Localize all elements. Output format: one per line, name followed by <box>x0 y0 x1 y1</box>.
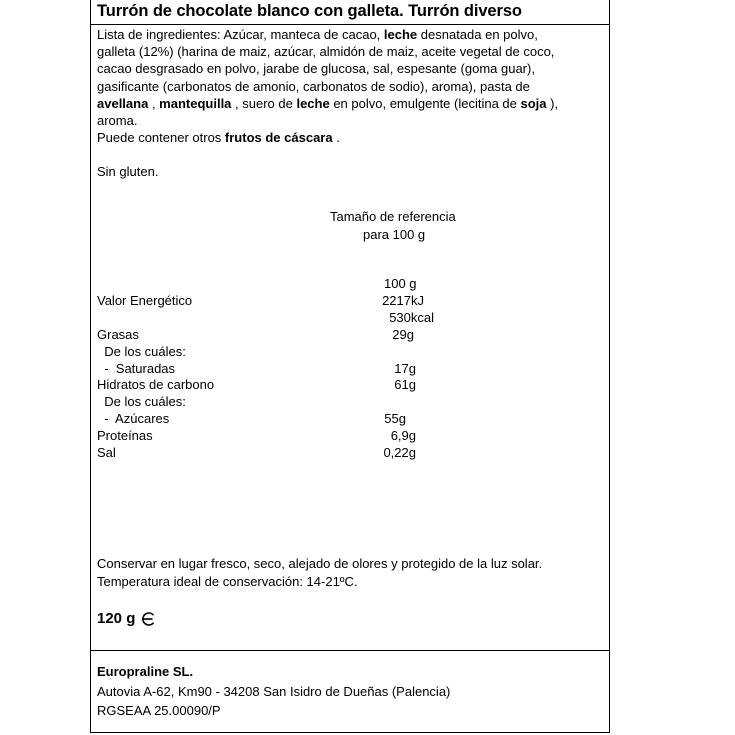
nutrient-value: 17g <box>394 361 416 376</box>
company-address: Autovia A-62, Km90 - 34208 San Isidro de Dueñas (Palencia) <box>97 684 451 699</box>
ingredients-line-3: cacao desgrasado en polvo, jarabe de glucosa, sal, espesante (goma guar), <box>97 61 535 77</box>
reference-size-label: Tamaño de referencia <box>330 209 456 224</box>
gluten-free-note: Sin gluten. <box>97 164 159 179</box>
ingredients-line-2: galleta (12%) (harina de maiz, azúcar, almidón de maiz, aceite vegetal de coco, <box>97 44 555 60</box>
nutrient-sublabel: De los cuáles: <box>97 394 186 409</box>
nutrient-value: 2217kJ <box>382 293 424 308</box>
ingredients-line-4: gasificante (carbonatos de amonio, carbonatos de sodio), aroma), pasta de <box>97 78 530 94</box>
company-name: Europraline SL. <box>97 664 194 679</box>
nutrient-label: Hidratos de carbono <box>97 377 215 392</box>
nutrition-column-header: 100 g <box>384 276 417 291</box>
reference-size-amount: para 100 g <box>363 227 426 242</box>
nutrient-label: Proteínas <box>97 428 153 443</box>
estimated-e-icon <box>140 611 156 627</box>
nutrient-value: 55g <box>384 411 406 426</box>
ingredients-line-6: aroma. <box>97 113 138 129</box>
storage-instructions: Conservar en lugar fresco, seco, alejado de olores y protegido de la luz solar. <box>97 556 543 571</box>
nutrient-value: 29g <box>392 327 414 342</box>
product-title: Turrón de chocolate blanco con galleta. Turrón diverso <box>97 2 522 20</box>
nutrient-label: Grasas <box>97 327 139 342</box>
nutrient-label: Sal <box>97 445 116 460</box>
title-divider <box>90 24 610 25</box>
nutrient-label: - Saturadas <box>97 361 176 376</box>
net-weight: 120 g <box>97 610 136 627</box>
nutrient-sublabel: De los cuáles: <box>97 344 186 359</box>
nutrient-label: - Azúcares <box>97 411 170 426</box>
allergen-warning: Puede contener otros frutos de cáscara . <box>97 130 340 146</box>
ingredients-line-5: avellana , mantequilla , suero de leche en polvo, emulgente (lecitina de soja ), <box>97 95 559 111</box>
nutrient-value: 530kcal <box>389 310 434 325</box>
registry-number: RGSEAA 25.00090/P <box>97 703 221 718</box>
ingredients-line-1: Lista de ingredientes: Azúcar, manteca de cacao, leche desnatada en polvo, <box>97 27 538 42</box>
storage-temperature: Temperatura ideal de conservación: 14-21ºC. <box>97 574 358 589</box>
nutrient-value: 6,9g <box>390 428 416 443</box>
nutrient-label: Valor Energético <box>97 293 193 308</box>
nutrient-value: 0,22g <box>383 445 416 460</box>
ingredients-block <box>97 26 607 146</box>
nutrient-value: 61g <box>394 377 416 392</box>
company-divider <box>90 650 610 651</box>
